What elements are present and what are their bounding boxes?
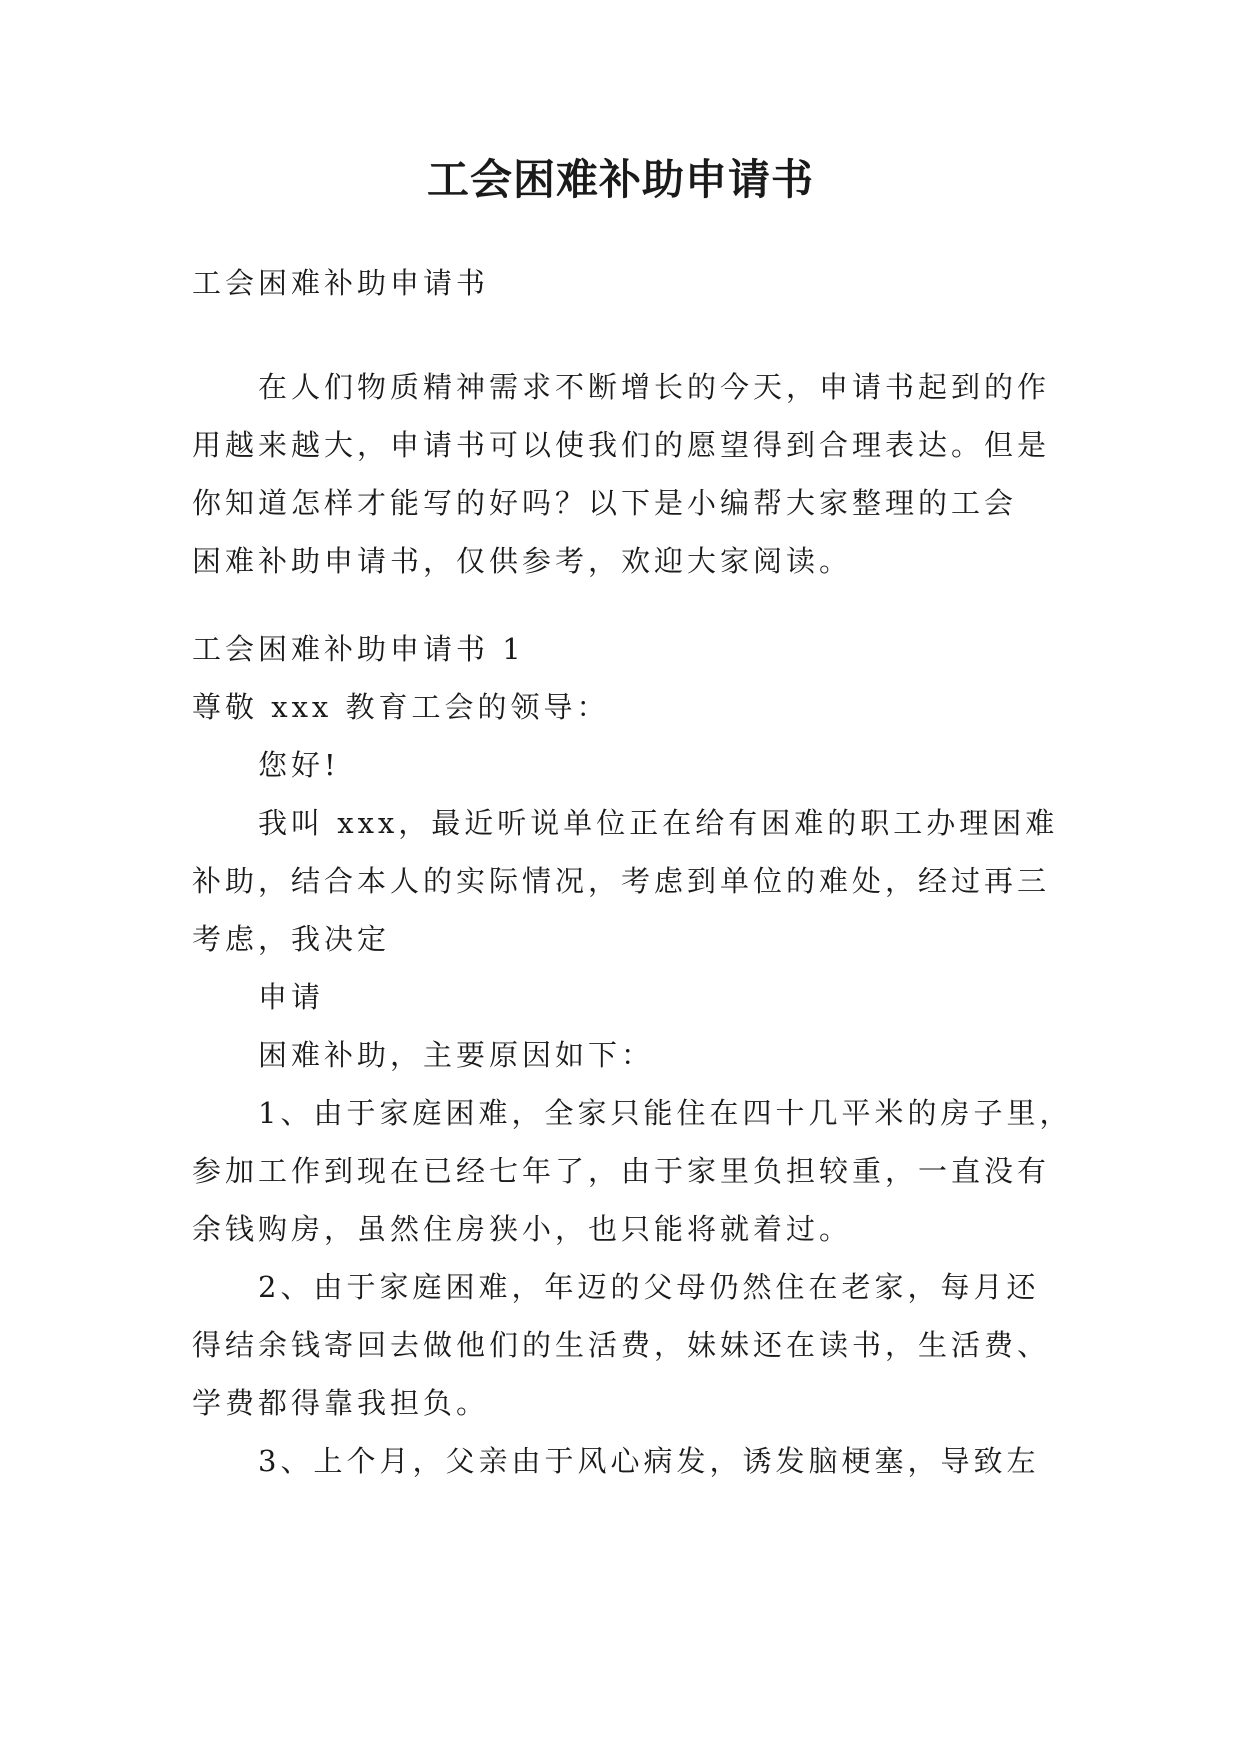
item2-line-3: 学费都得靠我担负。 (192, 1386, 490, 1420)
item3-line-1: 3、上个月，父亲由于风心病发，诱发脑梗塞，导致左 (258, 1444, 1040, 1478)
reason-intro: 困难补助，主要原因如下： (258, 1038, 655, 1072)
item1-line-3: 余钱购房，虽然住房狭小，也只能将就着过。 (192, 1212, 853, 1246)
item1-line-1: 1、由于家庭困难，全家只能住在四十几平米的房子里， (258, 1096, 1073, 1130)
intro-line-4: 困难补助申请书，仅供参考，欢迎大家阅读。 (192, 544, 853, 578)
item1-line-2: 参加工作到现在已经七年了，由于家里负担较重，一直没有 (192, 1154, 1051, 1188)
letter-body (192, 620, 1073, 1490)
document-subtitle (192, 254, 1062, 312)
apply-word: 申请 (258, 980, 325, 1014)
salutation: 尊敬 xxx 教育工会的领导： (192, 690, 610, 724)
intro-paragraph (192, 358, 1062, 590)
intro-line-1: 在人们物质精神需求不断增长的今天，申请书起到的作 (258, 370, 1051, 404)
item2-line-2: 得结余钱寄回去做他们的生活费，妹妹还在读书，生活费、 (192, 1328, 1051, 1362)
section-heading: 工会困难补助申请书 1 (192, 632, 525, 666)
document-title: 工会困难补助申请书 (426, 155, 814, 204)
item2-line-1: 2、由于家庭困难，年迈的父母仍然住在老家，每月还 (258, 1270, 1040, 1304)
greeting: 您好! (258, 748, 340, 782)
para1-line-1: 我叫 xxx，最近听说单位正在给有困难的职工办理困难 (258, 806, 1059, 840)
subtitle-line: 工会困难补助申请书 (192, 266, 490, 300)
para1-line-3: 考虑，我决定 (192, 922, 391, 956)
intro-line-2: 用越来越大，申请书可以使我们的愿望得到合理表达。但是 (192, 428, 1051, 462)
intro-line-3: 你知道怎样才能写的好吗？以下是小编帮大家整理的工会 (192, 486, 1018, 520)
para1-line-2: 补助，结合本人的实际情况，考虑到单位的难处，经过再三 (192, 864, 1051, 898)
